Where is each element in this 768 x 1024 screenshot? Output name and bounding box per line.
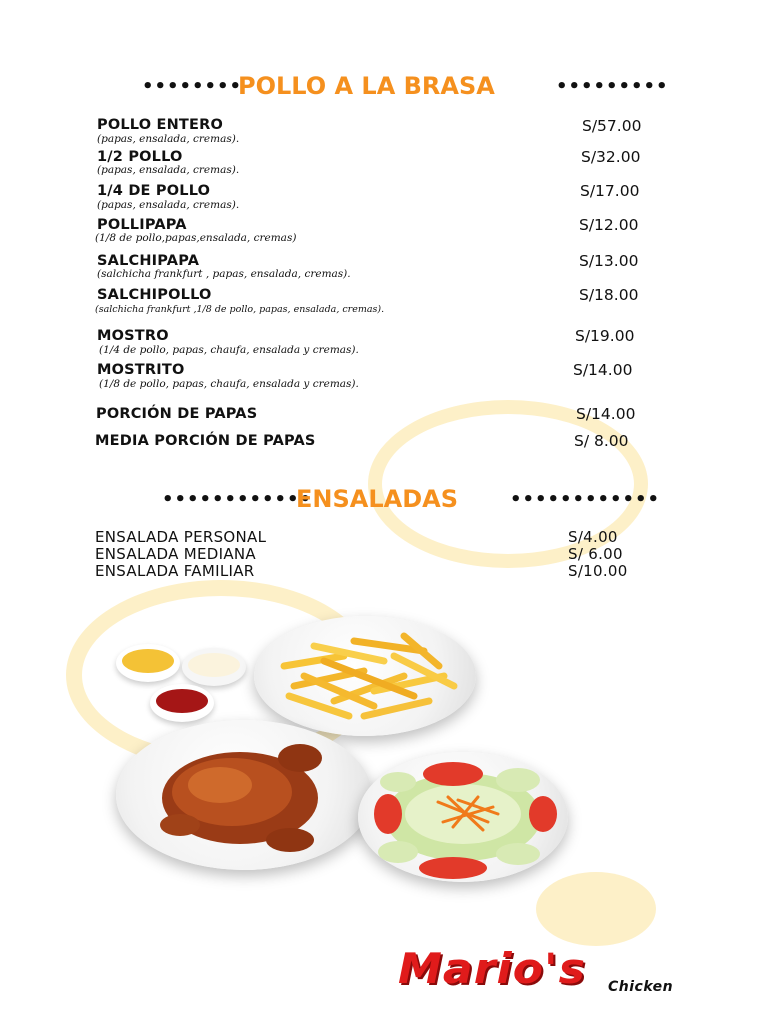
menu-item-desc: (1/8 de pollo,papas,ensalada, cremas): [95, 232, 297, 244]
menu-item-name: MOSTRO: [97, 328, 169, 344]
menu-item-name: PORCIÓN DE PAPAS: [96, 406, 258, 422]
menu-item-desc: (salchicha frankfurt , papas, ensalada, cremas).: [97, 268, 351, 280]
menu-item-desc: (1/4 de pollo, papas, chaufa, ensalada y cremas).: [99, 344, 359, 356]
sauce-cup-yellow: [116, 644, 180, 682]
logo-wordmark: Mario's: [398, 944, 586, 993]
salad-item-price: S/10.00: [568, 562, 628, 580]
menu-item-price: S/18.00: [579, 286, 639, 304]
menu-item-price: S/17.00: [580, 182, 640, 200]
title-dots-right: ••••••••••••: [510, 489, 661, 510]
menu-item-name: MOSTRITO: [97, 362, 185, 378]
roast-chicken-icon: [140, 730, 340, 860]
menu-item-name: 1/4 DE POLLO: [97, 183, 211, 199]
section-title-ensaladas: ENSALADAS: [296, 485, 458, 513]
title-dots-right: •••••••••: [556, 76, 669, 97]
salad-item-name: ENSALADA FAMILIAR: [95, 562, 255, 580]
menu-item-name: POLLO ENTERO: [97, 117, 224, 133]
menu-item-name: POLLIPAPA: [97, 217, 187, 233]
menu-item-price: S/ 8.00: [574, 432, 629, 450]
menu-item-desc: (papas, ensalada, cremas).: [97, 164, 240, 176]
menu-item-desc: (salchicha frankfurt ,1/8 de pollo, papas, ensalada, cremas).: [95, 304, 385, 315]
salad-item-name: ENSALADA PERSONAL: [95, 528, 267, 546]
logo-subtitle: Chicken: [608, 979, 674, 995]
salad-icon: [358, 752, 568, 882]
salad-item-price: S/ 6.00: [568, 545, 623, 563]
menu-item-price: S/12.00: [579, 216, 639, 234]
menu-item-desc: (papas, ensalada, cremas).: [97, 199, 240, 211]
menu-item-desc: (papas, ensalada, cremas).: [97, 133, 240, 145]
menu-item-price: S/32.00: [581, 148, 641, 166]
title-dots-left: ••••••••••••: [162, 489, 313, 510]
title-dots-left: ••••••••: [142, 76, 243, 97]
menu-item-price: S/14.00: [573, 361, 633, 379]
menu-item-name: 1/2 POLLO: [97, 149, 183, 165]
menu-item-name: SALCHIPOLLO: [97, 287, 212, 303]
menu-item-name: MEDIA PORCIÓN DE PAPAS: [95, 433, 316, 449]
salad-item-name: ENSALADA MEDIANA: [95, 545, 256, 563]
menu-item-name: SALCHIPAPA: [97, 253, 200, 269]
menu-item-desc: (1/8 de pollo, papas, chaufa, ensalada y cremas).: [99, 378, 359, 390]
decorative-blob: [536, 872, 656, 946]
menu-item-price: S/13.00: [579, 252, 639, 270]
section-title-pollo: POLLO A LA BRASA: [238, 72, 495, 100]
menu-item-price: S/57.00: [582, 117, 642, 135]
fries-icon: [254, 616, 476, 736]
menu-item-price: S/14.00: [576, 405, 636, 423]
salad-item-price: S/4.00: [568, 528, 618, 546]
menu-item-price: S/19.00: [575, 327, 635, 345]
sauce-cup-white: [182, 648, 246, 686]
sauce-cup-red: [150, 684, 214, 722]
